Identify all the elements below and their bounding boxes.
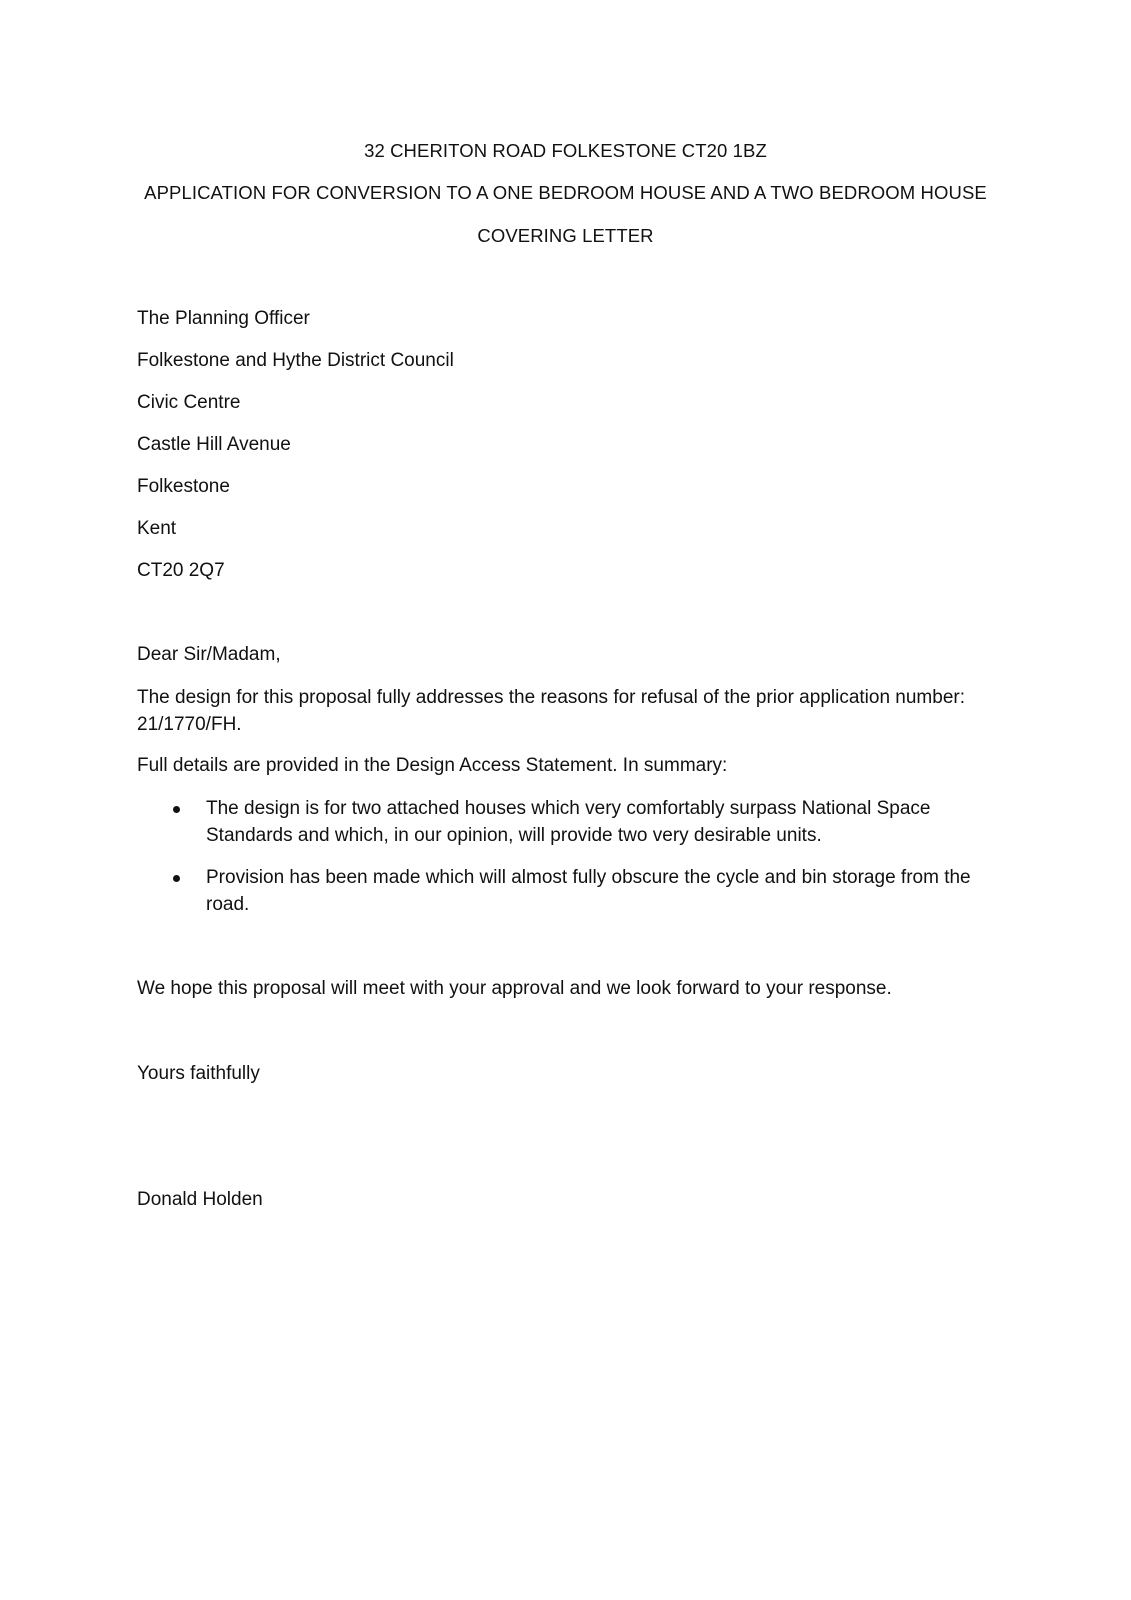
- recipient-line: The Planning Officer: [137, 308, 310, 329]
- bullet-icon: [173, 806, 180, 813]
- recipient-line: Folkestone and Hythe District Council: [137, 350, 454, 371]
- body-paragraph-1: The design for this proposal fully addresses the reasons for refusal of the prior application number: 21/1770/FH.: [137, 687, 966, 735]
- address-title: 32 CHERITON ROAD FOLKESTONE CT20 1BZ: [364, 140, 767, 161]
- recipient-line: Kent: [137, 518, 177, 539]
- recipient-line: Folkestone: [137, 476, 230, 497]
- body-paragraph-2: Full details are provided in the Design Access Statement. In summary:: [137, 755, 728, 776]
- closing-paragraph: We hope this proposal will meet with your approval and we look forward to your response.: [137, 978, 892, 999]
- application-title: APPLICATION FOR CONVERSION TO A ONE BEDROOM HOUSE AND A TWO BEDROOM HOUSE: [144, 182, 987, 203]
- recipient-line: CT20 2Q7: [137, 560, 225, 581]
- recipient-line: Civic Centre: [137, 392, 241, 413]
- recipient-line: Castle Hill Avenue: [137, 434, 291, 455]
- document-type-title: COVERING LETTER: [477, 225, 654, 246]
- bullet-icon: [173, 875, 180, 882]
- valediction: Yours faithfully: [137, 1063, 260, 1084]
- bullet-text: Provision has been made which will almost fully obscure the cycle and bin storage from the road.: [206, 867, 971, 915]
- bullet-text: The design is for two attached houses which very comfortably surpass National Space Standards and which, in our opinion, will provide two very desirable units.: [206, 798, 931, 846]
- signatory-name: Donald Holden: [137, 1189, 263, 1210]
- salutation: Dear Sir/Madam,: [137, 644, 281, 665]
